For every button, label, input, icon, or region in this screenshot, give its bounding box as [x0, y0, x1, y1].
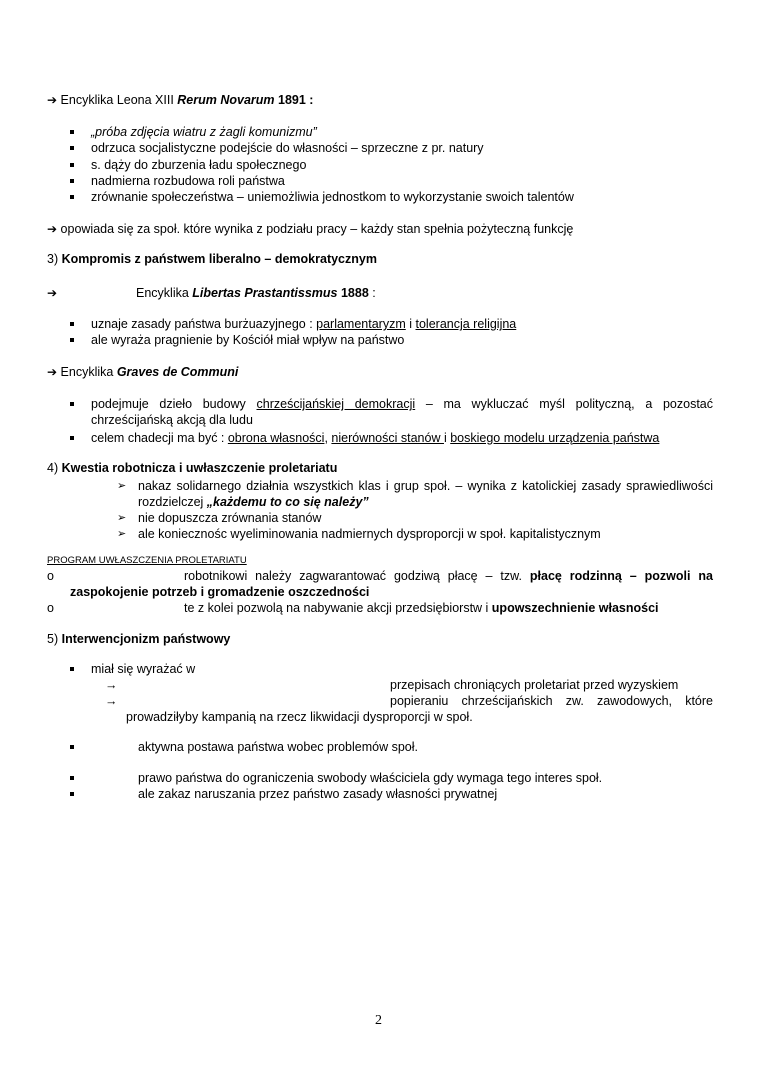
arrow-right-icon: ➔: [47, 222, 58, 236]
list-item: miał się wyrażać w: [91, 662, 196, 676]
section-heading: 3) Kompromis z państwem liberalno – demokratycznym: [47, 252, 377, 266]
encyclical-libertas-text: Encyklika Libertas Prastantissmus 1888 :: [136, 286, 376, 300]
list-item: odrzuca socjalistyczne podejście do własności – sprzeczne z pr. natury: [91, 141, 484, 155]
list-item: nakaz solidarnego działnia wszystkich klas i grup społ. – wynika z katolickiej zasady sprawiedliwości: [138, 479, 713, 493]
arrow-right-icon: ➔: [47, 93, 58, 107]
bullet-icon: [70, 402, 74, 406]
circle-bullet-icon: o: [47, 601, 54, 615]
list-item-continuation: rozdzielczej „każdemu to co się należy”: [138, 495, 369, 509]
sub-item-continuation: prowadziłyby kampanią na rzecz likwidacji dysproporcji w społ.: [126, 710, 473, 724]
program-item-continuation: zaspokojenie potrzeb i gromadzenie oszczedności: [70, 585, 370, 599]
bullet-icon: [70, 146, 74, 150]
encyclical-graves-line: ➔ Encyklika Graves de Communi: [47, 365, 239, 379]
arrow-right-icon: ➔: [47, 286, 58, 300]
encyclical-title: Rerum Novarum: [177, 93, 275, 107]
program-heading: PROGRAM UWŁASZCZENIA PROLETARIATU: [47, 555, 247, 566]
list-item: aktywna postawa państwa wobec problemów społ.: [138, 740, 419, 754]
arrow-right-icon: →: [105, 678, 118, 692]
section-heading: 5) Interwencjonizm państwowy: [47, 632, 231, 646]
bullet-icon: [70, 130, 74, 134]
page-number: 2: [375, 1013, 382, 1028]
encyclical-libertas-line: [47, 286, 57, 301]
list-item: ale koniecznośc wyeliminowania nadmiernych dysproporcji w społ. kapitalistycznym: [138, 527, 601, 541]
bullet-icon: [70, 163, 74, 167]
bullet-icon: [70, 338, 74, 342]
sub-item: popieraniu chrześcijańskich zw. zawodowych, które: [390, 694, 713, 708]
list-item: celem chadecji ma być : obrona własności, nierówności stanów i boskiego modelu urządzenia państwa: [91, 431, 660, 445]
list-item: nadmierna rozbudowa roli państwa: [91, 174, 285, 188]
list-item: uznaje zasady państwa burżuazyjnego : parlamentaryzm i tolerancja religijna: [91, 317, 517, 331]
bullet-icon: [70, 792, 74, 796]
list-item: zrównanie społeczeństwa – uniemożliwia jednostkom to wykorzystanie swoich talentów: [91, 190, 574, 204]
list-item-continuation: chrześcijańską akcją dla ludu: [91, 413, 253, 427]
arrowhead-bullet-icon: ➢: [117, 479, 127, 492]
list-item: ale zakaz naruszania przez państwo zasady własności prywatnej: [138, 787, 498, 801]
sub-item: przepisach chroniących proletariat przed wyzyskiem: [390, 678, 679, 692]
list-item: prawo państwa do ograniczenia swobody właściciela gdy wymaga tego interes społ.: [138, 771, 603, 785]
arrow-right-icon: ➔: [47, 365, 58, 379]
bullet-icon: [70, 195, 74, 199]
arrowhead-bullet-icon: ➢: [117, 511, 127, 524]
section-heading: 4) Kwestia robotnicza i uwłaszczenie proletariatu: [47, 461, 338, 475]
arrow-right-icon: →: [105, 694, 118, 708]
bullet-icon: [70, 436, 74, 440]
encyclical-rerum-novarum-line: ➔ Encyklika Leona XIII Rerum Novarum 1891 :: [47, 93, 314, 107]
program-item: robotnikowi należy zagwarantować godziwą płacę – tzw. płacę rodzinną – pozwoli na: [184, 569, 713, 583]
bullet-icon: [70, 745, 74, 749]
list-item: nie dopuszcza zrównania stanów: [138, 511, 322, 525]
program-item: te z kolei pozwolą na nabywanie akcji przedsiębiorstw i upowszechnienie własności: [184, 601, 659, 615]
bullet-icon: [70, 667, 74, 671]
bullet-icon: [70, 776, 74, 780]
list-item: podejmuje dzieło budowy chrześcijańskiej demokracji – ma wykluczać myśl polityczną, a pozostać: [91, 397, 713, 411]
list-item: ale wyraża pragnienie by Kościół miał wpływ na państwo: [91, 333, 405, 347]
arrowhead-bullet-icon: ➢: [117, 527, 127, 540]
note-line: ➔ opowiada się za społ. które wynika z podziału pracy – każdy stan spełnia pożyteczną funkcję: [47, 222, 574, 236]
list-item: „próba zdjęcia wiatru z żagli komunizmu”: [91, 125, 317, 139]
bullet-icon: [70, 179, 74, 183]
bullet-icon: [70, 322, 74, 326]
circle-bullet-icon: o: [47, 569, 54, 583]
list-item: s. dąży do zburzenia ładu społecznego: [91, 158, 307, 172]
